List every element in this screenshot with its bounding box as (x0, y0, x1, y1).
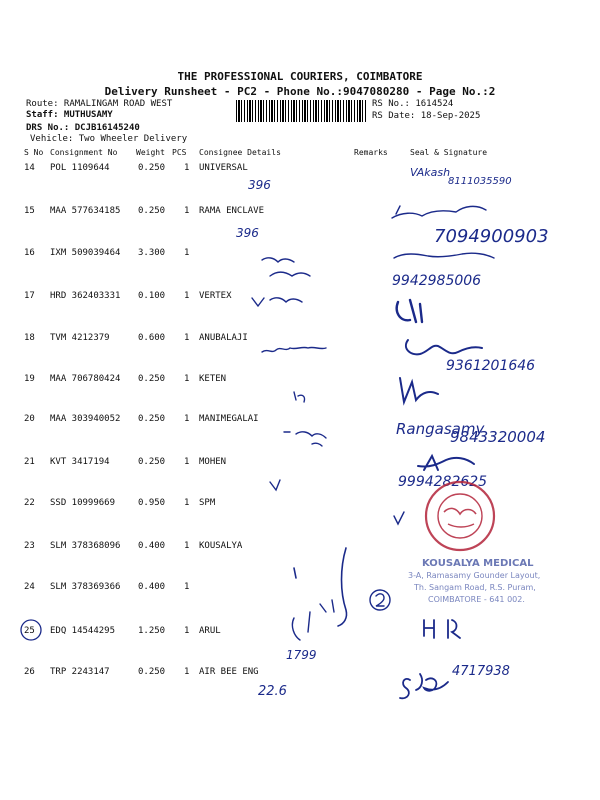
row-21-consignment: KVT 3417194 (50, 457, 110, 467)
row-25-consignment: EDQ 14544295 (50, 626, 116, 636)
row-14-sno: 14 (24, 163, 35, 173)
row-21-details: MOHEN (199, 457, 227, 467)
signature-19-b (400, 378, 438, 402)
numeral-2 (376, 594, 384, 606)
row-21-weight: 0.250 (138, 457, 166, 467)
row-15-consignment: MAA 577634185 (50, 206, 121, 216)
row-16-consignment: IXM 509039464 (50, 248, 121, 258)
signature-21 (418, 456, 474, 470)
hw-1799: 1799 (286, 648, 317, 662)
hw-rangasamy: Rangasamy (396, 420, 485, 438)
company-title: THE PROFESSIONAL COURIERS, COIMBATORE (177, 70, 423, 83)
hw-phone-4: 9361201646 (446, 358, 536, 374)
row-17-sno: 17 (24, 291, 35, 301)
row-18-weight: 0.600 (138, 333, 166, 343)
hw-22-6: 22.6 (258, 684, 287, 699)
hw-396-a: 396 (248, 178, 271, 192)
hw-phone-6: 9994282625 (398, 474, 488, 490)
row-17-pcs: 1 (184, 291, 190, 301)
row-22-pcs: 1 (184, 498, 190, 508)
row-26-weight: 0.250 (138, 667, 166, 677)
vehicle-text: Vehicle: Two Wheeler Delivery (30, 134, 188, 144)
row-16-weight: 3.300 (138, 248, 166, 258)
signature-16-a (262, 258, 310, 276)
rs-no-text: RS No.: 1614524 (372, 99, 454, 109)
stamp-line-3: Th. Sangam Road, R.S. Puram, (414, 583, 536, 592)
row-22-weight: 0.950 (138, 498, 166, 508)
signature-18-a (262, 347, 326, 352)
hw-phone-1: 8111035590 (448, 176, 512, 187)
signature-16-b (394, 253, 494, 258)
row-15-pcs: 1 (184, 206, 190, 216)
signature-17-b (397, 300, 422, 322)
signature-17-a (252, 298, 302, 306)
col-consignment: Consignment No (50, 148, 118, 157)
circle-2 (370, 590, 390, 610)
red-seal (426, 482, 494, 550)
signature-25 (424, 620, 460, 638)
hw-phone-2: 7094900903 (434, 226, 549, 247)
row-23-consignment: SLM 378368096 (50, 541, 121, 551)
row-17-consignment: HRD 362403331 (50, 291, 121, 301)
row-18-sno: 18 (24, 333, 35, 343)
row-18-details: ANUBALAJI (199, 333, 248, 343)
signature-19-a (294, 392, 305, 402)
row-25-weight: 1.250 (138, 626, 166, 636)
col-remarks: Remarks (354, 148, 388, 157)
row-25-details: ARUL (199, 626, 221, 636)
row-26-consignment: TRP 2243147 (50, 667, 110, 677)
row-21-sno: 21 (24, 457, 35, 467)
hw-396-b: 396 (236, 226, 259, 240)
row-18-consignment: TVM 4212379 (50, 333, 110, 343)
row-20-consignment: MAA 303940052 (50, 414, 121, 424)
hw-phone-5: 9843320004 (450, 428, 546, 446)
row-19-details: KETEN (199, 374, 227, 384)
row-14-weight: 0.250 (138, 163, 166, 173)
row-22-consignment: SSD 10999669 (50, 498, 116, 508)
row-20-sno: 20 (24, 414, 35, 424)
drs-text: DRS No.: DCJB16145240 (26, 123, 140, 133)
hw-phone-7: 4717938 (452, 664, 510, 679)
stroke-25 (292, 612, 310, 640)
route-text: Route: RAMALINGAM ROAD WEST (26, 99, 173, 109)
row-23-weight: 0.400 (138, 541, 166, 551)
hw-phone-3: 9942985006 (392, 273, 482, 289)
row-26-sno: 26 (24, 667, 35, 677)
row-25-pcs: 1 (184, 626, 190, 636)
row-14-details: UNIVERSAL (199, 163, 248, 173)
row-17-weight: 0.100 (138, 291, 166, 301)
row-20-weight: 0.250 (138, 414, 166, 424)
row-19-consignment: MAA 706780424 (50, 374, 121, 384)
stamp-line-2: 3-A, Ramasamy Gounder Layout, (408, 571, 541, 580)
signature-15 (392, 206, 486, 218)
row-22-details: SPM (199, 498, 216, 508)
row-18-pcs: 1 (184, 333, 190, 343)
row-14-consignment: POL 1109644 (50, 163, 110, 173)
row-24-sno: 24 (24, 582, 35, 592)
signature-20 (284, 432, 326, 446)
tick-24 (320, 600, 334, 612)
row-15-weight: 0.250 (138, 206, 166, 216)
row-17-details: VERTEX (199, 291, 232, 301)
stamp-line-1: KOUSALYA MEDICAL (422, 558, 534, 569)
row-16-sno: 16 (24, 248, 35, 258)
row-19-sno: 19 (24, 374, 35, 384)
tick-21-a (270, 480, 280, 490)
row-25-sno: 25 (24, 626, 35, 636)
row-22-sno: 22 (24, 498, 35, 508)
row-20-details: MANIMEGALAI (199, 414, 259, 424)
row-19-weight: 0.250 (138, 374, 166, 384)
row-14-pcs: 1 (184, 163, 190, 173)
row-19-pcs: 1 (184, 374, 190, 384)
row-24-weight: 0.400 (138, 582, 166, 592)
rs-date-text: RS Date: 18-Sep-2025 (372, 111, 481, 121)
row-15-sno: 15 (24, 206, 35, 216)
col-seal: Seal & Signature (410, 148, 488, 157)
tick-22 (394, 512, 404, 524)
row-26-details: AIR BEE ENG (199, 667, 259, 677)
row-21-pcs: 1 (184, 457, 190, 467)
col-sno: S No (24, 148, 44, 157)
row-23-details: KOUSALYA (199, 541, 243, 551)
stroke-23 (294, 548, 347, 626)
row-20-pcs: 1 (184, 414, 190, 424)
stamp-line-4: COIMBATORE - 641 002. (428, 595, 525, 604)
signature-26 (400, 674, 448, 698)
hw-vakash: VAkash (410, 166, 451, 179)
row-16-pcs: 1 (184, 248, 190, 258)
circle-25 (21, 620, 41, 640)
col-pcs: PCS (172, 148, 187, 157)
row-24-pcs: 1 (184, 582, 190, 592)
row-15-details: RAMA ENCLAVE (199, 206, 265, 216)
row-23-sno: 23 (24, 541, 35, 551)
col-weight: Weight (136, 148, 165, 157)
row-23-pcs: 1 (184, 541, 190, 551)
signature-18-b (406, 340, 482, 354)
runsheet-subtitle: Delivery Runsheet - PC2 - Phone No.:9047080280 - Page No.:2 (104, 85, 496, 98)
staff-text: Staff: MUTHUSAMY (26, 110, 113, 120)
row-26-pcs: 1 (184, 667, 190, 677)
row-24-consignment: SLM 378369366 (50, 582, 121, 592)
col-details: Consignee Details (199, 148, 281, 157)
